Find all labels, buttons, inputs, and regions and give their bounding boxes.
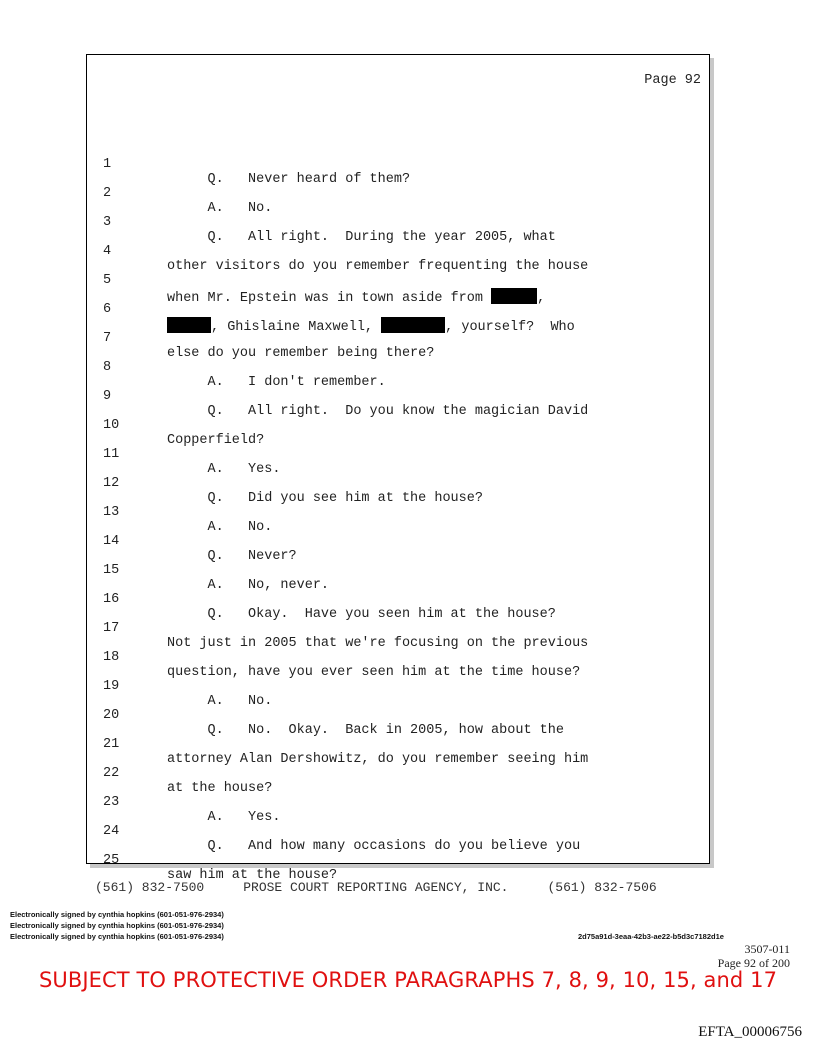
line-number: 9 [103,389,112,404]
line-text: A. No. [167,694,273,709]
line-text: A. No. [167,201,273,216]
transcript-line [87,490,273,535]
line-text-segment: , [537,291,546,306]
line-number: 13 [103,505,120,520]
line-number: 6 [103,302,112,317]
line-text-segment: , yourself? Who [445,320,575,335]
line-text [167,288,545,306]
line-text: Q. Okay. Have you seen him at the house? [167,607,556,622]
redaction-block [167,317,211,333]
line-text: at the house? [167,781,273,796]
line-number: 18 [103,650,120,665]
line-text [167,317,575,335]
transcript-line [87,838,338,883]
line-number: 16 [103,592,120,607]
line-text: Q. Did you see him at the house? [167,491,483,506]
line-number: 22 [103,766,120,781]
line-number: 5 [103,273,112,288]
line-number: 8 [103,360,112,375]
line-text: A. No. [167,520,273,535]
line-number: 23 [103,795,120,810]
line-text: Not just in 2005 that we're focusing on the previous [167,636,589,651]
electronic-signature-line: Electronically signed by cynthia hopkins (601-051-976-2934) [10,932,224,941]
line-number: 25 [103,853,120,868]
transcript-line [87,751,273,796]
line-number: 11 [103,447,120,462]
line-number: 4 [103,244,112,259]
line-text: else do you remember being there? [167,346,435,361]
transcript-page [86,54,710,883]
line-number: 14 [103,534,120,549]
line-number: 24 [103,824,120,839]
line-text: Q. And how many occasions do you believe you [167,839,581,854]
redaction-block [381,317,445,333]
transcript-line [87,171,273,216]
line-text: A. I don't remember. [167,375,386,390]
line-number: 3 [103,215,112,230]
line-text: attorney Alan Dershowitz, do you remember seeing him [167,752,589,767]
document-hash: 2d75a91d-3eaa-42b3-ae22-b5d3c7182d1e [578,932,724,941]
line-text: A. Yes. [167,810,281,825]
line-text: Q. Never? [167,549,297,564]
line-number: 21 [103,737,120,752]
line-number: 10 [103,418,120,433]
line-number: 20 [103,708,120,723]
line-number: 2 [103,186,112,201]
line-text-segment: when Mr. Epstein was in town aside from [167,291,492,306]
line-text: Q. Never heard of them? [167,172,411,187]
line-number: 12 [103,476,120,491]
line-number: 19 [103,679,120,694]
line-text: saw him at the house? [167,868,338,883]
page-number-label: Page 92 [644,73,701,88]
transcript-line [87,664,273,709]
transcript-line [87,403,265,448]
line-text-segment: , Ghislaine Maxwell, [211,320,382,335]
line-text: other visitors do you remember frequenting the house [167,259,589,274]
line-number: 7 [103,331,112,346]
transcript-line [87,142,411,187]
line-text: A. No, never. [167,578,330,593]
line-text: A. Yes. [167,462,281,477]
protective-order-notice: SUBJECT TO PROTECTIVE ORDER PARAGRAPHS 7, 8, 9, 10, 15, and 17 [38,968,778,992]
line-text: Copperfield? [167,433,265,448]
page-of-total: Page 92 of 200 [717,956,790,970]
line-number: 15 [103,563,120,578]
line-number: 1 [103,157,112,172]
line-text: Q. No. Okay. Back in 2005, how about the [167,723,564,738]
electronic-signature-line: Electronically signed by cynthia hopkins (601-051-976-2934) [10,910,224,919]
document-number: 3507-011 [744,942,790,956]
line-number: 17 [103,621,120,636]
electronic-signature-line: Electronically signed by cynthia hopkins (601-051-976-2934) [10,921,224,930]
redaction-block [491,288,537,304]
reporting-agency-footer: (561) 832-7500 PROSE COURT REPORTING AGENCY, INC. (561) 832-7506 [95,880,657,895]
line-text: Q. All right. During the year 2005, what [167,230,556,245]
bates-number: EFTA_00006756 [698,1024,802,1040]
line-text: Q. All right. Do you know the magician David [167,404,589,419]
line-text: question, have you ever seen him at the time house? [167,665,581,680]
